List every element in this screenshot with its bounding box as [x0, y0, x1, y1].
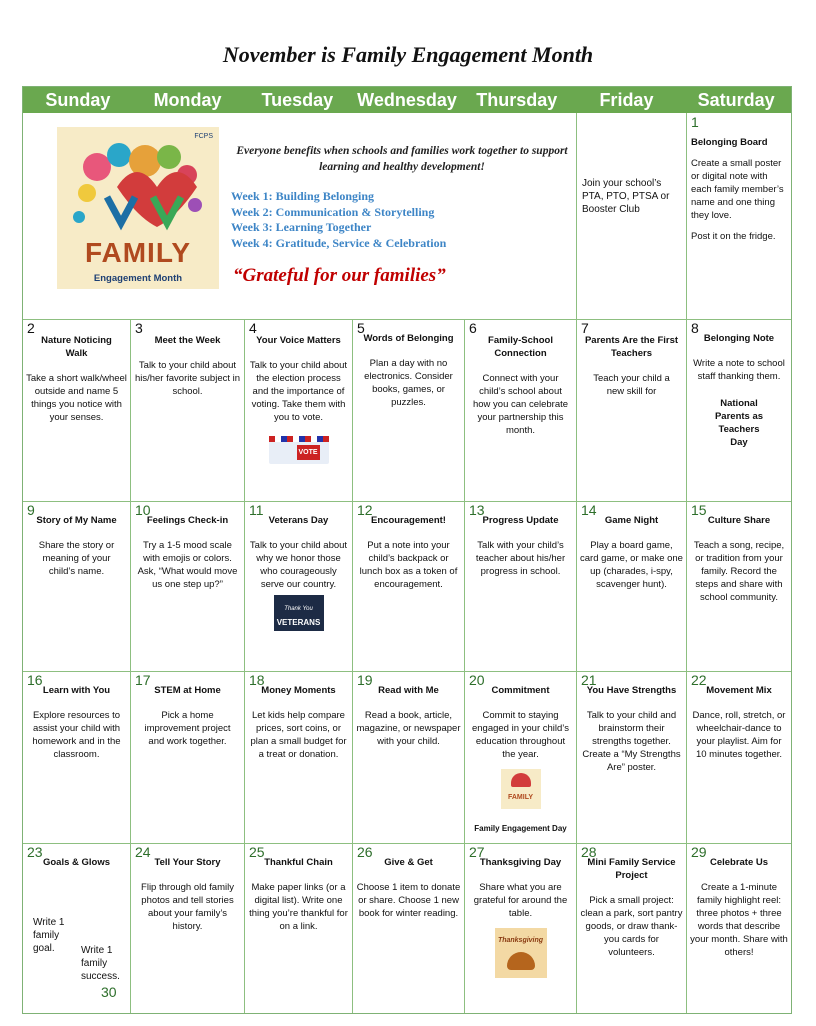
day-cell-7	[577, 320, 686, 501]
day-title: Celebrate Us	[709, 857, 769, 868]
vote-image	[269, 436, 329, 464]
day-title: Give & Get	[384, 857, 433, 868]
mini-family-word: FAMILY	[507, 794, 534, 801]
day-title: Commitment	[491, 685, 550, 696]
day-cell-29	[687, 844, 791, 1013]
day-title: You Have Strengths	[586, 685, 677, 696]
day-number: 24	[135, 844, 151, 860]
day-cell-26	[353, 844, 464, 1013]
day-number: 27	[469, 844, 485, 860]
day-cell-28	[577, 844, 686, 1013]
day-number: 25	[249, 844, 265, 860]
day-number: 14	[581, 502, 597, 518]
week-theme-4: Week 4: Gratitude, Service & Celebration	[231, 235, 447, 250]
friday-note: Join your school’s PTA, PTO, PTSA or Booster Club	[582, 178, 670, 215]
day-number: 29	[691, 844, 707, 860]
day-body: Talk to your child about his/her favorite subject in school.	[134, 360, 241, 397]
day-body: Play a board game, card game, or make one up (charades, i-spy, scavenger hunt).	[580, 540, 683, 590]
day-body: Talk with your child’s teacher about his/her progress in school.	[475, 540, 566, 577]
day-cell-27	[465, 844, 576, 1013]
day-body: Connect with your child’s school about how you can celebrate your partnership this month.	[472, 373, 569, 436]
vote-label: VOTE	[297, 445, 320, 460]
week-theme-2: Week 2: Communication & Storytelling	[231, 204, 435, 219]
day-number: 17	[135, 672, 151, 688]
day-title: Goals & Glows	[42, 857, 111, 868]
day-number: 22	[691, 672, 707, 688]
day-number: 28	[581, 844, 597, 860]
week-theme-3: Week 3: Learning Together	[231, 220, 372, 234]
day-number: 15	[691, 502, 707, 518]
day-note: National Parents as Teachers Day	[714, 398, 764, 448]
day-number: 7	[581, 320, 589, 336]
day-number: 3	[135, 320, 143, 336]
day-title: Family-School Connection	[488, 335, 553, 359]
day-body: Try a 1-5 mood scale with emojis or colors. Ask, “What would move us one step up?”	[137, 540, 238, 590]
day-body: Share what you are grateful for around the table.	[473, 882, 568, 919]
day-cell-12	[353, 502, 464, 671]
heart-icon	[511, 773, 531, 787]
day-number: 8	[691, 320, 699, 336]
day-title: Parents Are the First Teachers	[584, 335, 679, 359]
day-cell-18	[245, 672, 352, 843]
day-cell-4	[245, 320, 352, 501]
day-title: Read with Me	[378, 685, 439, 696]
day-number: 11	[249, 502, 264, 518]
day-body: Put a note into your child’s backpack or lunch box as a token of encouragement.	[359, 540, 458, 590]
day-title: Movement Mix	[706, 685, 772, 696]
day-number: 2	[27, 320, 35, 336]
day-title: Progress Update	[482, 515, 559, 526]
family-heart-icon	[57, 127, 219, 237]
day-body: Choose 1 item to donate or share. Choose 1 new book for winter reading.	[356, 882, 461, 919]
day-title: Words of Belonging	[363, 333, 454, 344]
logo-subtitle: Engagement Month	[93, 273, 183, 284]
day-title: Meet the Week	[154, 335, 221, 346]
day-header-friday: Friday	[599, 90, 654, 110]
day-body: Pick a home improvement project and work together.	[144, 710, 231, 747]
calendar	[22, 86, 792, 1014]
day-body: Create a small poster or digital note with each family member’s name and one thing they love.	[691, 158, 784, 221]
day-cell-14	[577, 502, 686, 671]
day-cell-24	[131, 844, 244, 1013]
day-title: Tell Your Story	[154, 857, 221, 868]
day-body: Create a 1-minute family highlight reel: three photos + three words that describe your month. Share with others!	[690, 882, 788, 958]
day-header-monday: Monday	[153, 90, 222, 110]
goal-text: Write 1 family goal.	[33, 917, 65, 954]
day-title: Thanksgiving Day	[479, 857, 562, 868]
veterans-image	[274, 595, 324, 631]
day-title: Mini Family Service Project	[587, 857, 676, 881]
day-body: Pick a small project: clean a park, sort pantry goods, or draw thank-you cards for volunteers.	[580, 895, 683, 958]
day-title: Learn with You	[42, 685, 111, 696]
day-number: 13	[469, 502, 485, 518]
day-body: Dance, roll, stretch, or wheelchair-dance to your playlist. Aim for 10 minutes together.	[692, 710, 786, 760]
day-cell-2	[23, 320, 130, 501]
day-title: Game Night	[604, 515, 659, 526]
day-title: Belonging Note	[703, 333, 775, 344]
day-title: Belonging Board	[691, 137, 768, 148]
day-title: Thankful Chain	[264, 857, 333, 868]
day-body: Teach your child a new skill for	[593, 373, 670, 397]
day-title: Nature Noticing Walk	[41, 335, 112, 359]
day-number: 21	[581, 672, 597, 688]
day-number: 12	[357, 502, 373, 518]
day-title: Story of My Name	[36, 515, 117, 526]
day-body: Plan a day with no electronics. Consider books, games, or puzzles.	[364, 358, 453, 408]
day-header-saturday: Saturday	[697, 90, 775, 110]
day-body: Explore resources to assist your child with homework and in the classroom.	[32, 710, 121, 760]
weekday-header	[23, 87, 791, 113]
day-title: Your Voice Matters	[256, 335, 341, 346]
day-cell-16	[23, 672, 130, 843]
veterans-small-text: Thank You	[284, 606, 313, 612]
day-title: STEM at Home	[154, 685, 221, 696]
day-number: 16	[27, 672, 43, 688]
day-number: 26	[357, 844, 373, 860]
day-body: Read a book, article, magazine, or newspaper with your child.	[356, 710, 461, 747]
day-body: Share the story or meaning of your child’s name.	[38, 540, 115, 577]
day-number: 4	[249, 320, 257, 336]
day-number: 23	[27, 844, 43, 860]
day-title: Encouragement!	[371, 515, 446, 526]
day-body: Take a short walk/wheel outside and name 5 things you notice with your senses.	[26, 373, 127, 423]
day-cell-15	[687, 502, 791, 671]
day-header-wednesday: Wednesday	[357, 90, 457, 110]
day-cell-20	[465, 672, 576, 843]
day-body: Flip through old family photos and tell stories about your family’s history.	[141, 882, 234, 932]
day-header-tuesday: Tuesday	[261, 90, 334, 110]
day-cell-1	[687, 114, 791, 319]
day-number: 1	[691, 114, 699, 130]
day-header-thursday: Thursday	[476, 90, 558, 110]
day-cell-6	[465, 320, 576, 501]
day-title: Veterans Day	[268, 515, 329, 526]
day-header-sunday: Sunday	[45, 90, 111, 110]
day-note: Family Engagement Day	[474, 824, 567, 833]
day-body-extra: Post it on the fridge.	[691, 231, 776, 242]
day-number: 18	[249, 672, 265, 688]
day-body: Talk to your child about the election process and the importance of voting. Take them with you to vote.	[249, 360, 348, 423]
day-cell-8	[687, 320, 791, 501]
day-cell-3	[131, 320, 244, 501]
day-body: Talk to your child about why we honor those who courageously serve our country.	[249, 540, 348, 590]
intro-text: Everyone benefits when schools and families work together to support learning and healthy development!	[236, 145, 568, 173]
day-number: 19	[357, 672, 373, 688]
day-cell-10	[131, 502, 244, 671]
week-theme-1: Week 1: Building Belonging	[231, 189, 375, 203]
day-title: Culture Share	[707, 515, 771, 526]
day-title: Feelings Check-in	[146, 515, 229, 526]
day-number: 10	[135, 502, 151, 518]
day-title: Money Moments	[261, 685, 336, 696]
day-cell-5	[353, 320, 464, 501]
day-number: 6	[469, 320, 477, 336]
flag-stripes	[269, 436, 329, 442]
day-cell-22	[687, 672, 791, 843]
day-number: 9	[27, 502, 35, 518]
day-cell-9	[23, 502, 130, 671]
success-text: Write 1 family success.	[81, 945, 120, 982]
day-number: 20	[469, 672, 485, 688]
thanksgiving-image	[495, 928, 547, 978]
day-cell-23	[23, 844, 130, 1013]
day-body: Talk to your child and brainstorm their strengths together. Create a “My Strengths Are” poster.	[582, 710, 681, 773]
day-body: Commit to staying engaged in your child’s education throughout the year.	[471, 710, 569, 760]
mini-family-logo	[501, 769, 541, 809]
day-cell-13	[465, 502, 576, 671]
day-cell-21	[577, 672, 686, 843]
page-title: November is Family Engagement Month	[222, 42, 594, 67]
logo-family-word: FAMILY	[84, 237, 192, 268]
turkey-icon	[507, 952, 535, 970]
day-body: Make paper links (or a digital list). Write one thing you’re thankful for on a link.	[249, 882, 348, 932]
fcps-brand: FCPS	[194, 133, 213, 140]
grid-line	[576, 113, 577, 319]
day-body: Teach a song, recipe, or tradition from your family. Record the steps and share with school community.	[693, 540, 785, 603]
day-cell-19	[353, 672, 464, 843]
day-body: Let kids help compare prices, sort coins, or plan a small budget for a treat or donation.	[250, 710, 347, 760]
day-cell-25	[245, 844, 352, 1013]
day-body: Write a note to school staff thanking them.	[693, 358, 785, 382]
grateful-slogan: “Grateful for our families”	[233, 265, 446, 286]
day-number-30: 30	[101, 984, 117, 1000]
veterans-label: VETERANS	[276, 618, 321, 627]
week-themes	[231, 189, 446, 251]
day-number: 5	[357, 320, 365, 336]
day-cell-17	[131, 672, 244, 843]
thanksgiving-label: Thanksgiving	[497, 937, 544, 944]
day-cell-11	[245, 502, 352, 671]
family-engagement-logo	[57, 127, 219, 289]
